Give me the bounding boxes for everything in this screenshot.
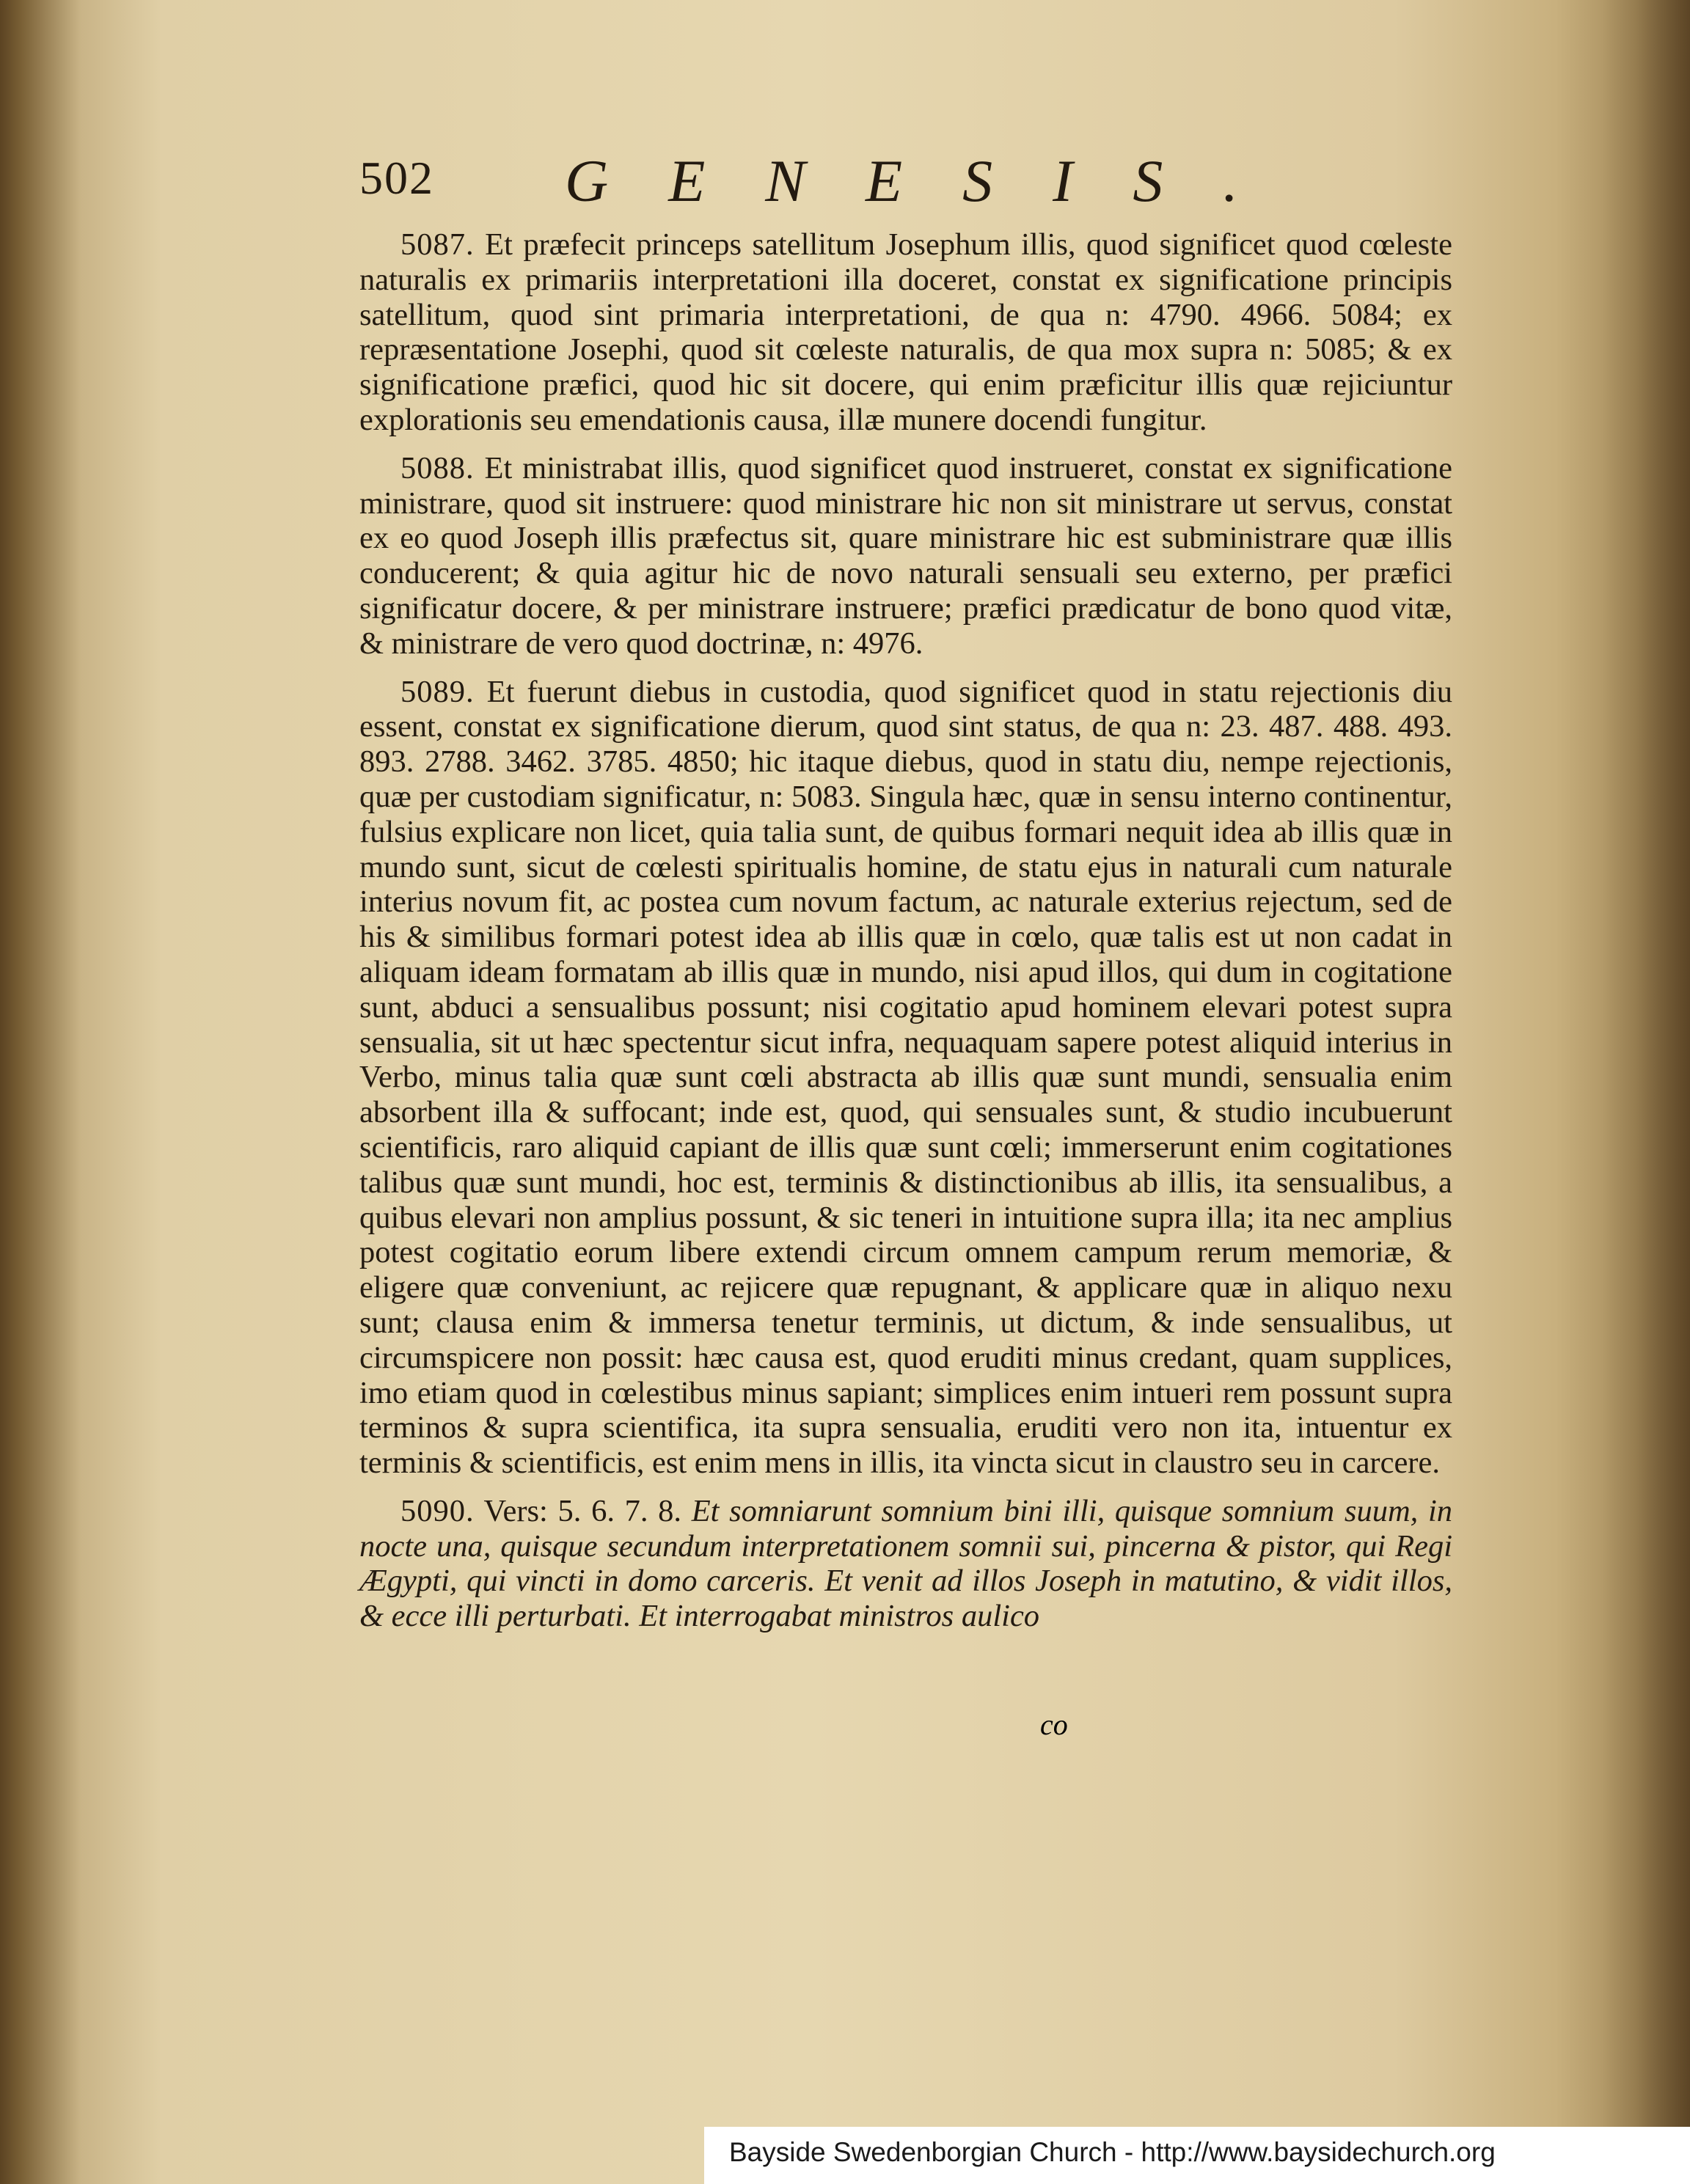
running-title: GENESIS. (565, 147, 1298, 214)
paragraph-5090 (359, 1494, 1452, 1634)
paragraph-5088 (359, 451, 1452, 662)
page-header (359, 147, 1452, 227)
watermark-bar (704, 2127, 1690, 2184)
spine-shadow (1602, 0, 1690, 2184)
catchword: co (1040, 1708, 1068, 1741)
paragraph-number: 5088. (400, 450, 475, 485)
page-text-block (359, 147, 1452, 1647)
paragraph-5087 (359, 227, 1452, 438)
paragraph-text: Vers: 5. 6. 7. 8. (474, 1493, 692, 1528)
page-number: 502 (359, 152, 434, 204)
paragraph-number: 5089. (400, 674, 475, 709)
paragraph-number: 5087. (400, 227, 475, 262)
paragraph-text: Et fuerunt diebus in custodia, quod significet quod in statu rejectionis diu essent, constat ex significatione dierum, quod sint status, de qua n: 23. 487. 488. 493. 893. 2788. 3462. 3785. 4850; hic itaque diebus, quod in statu diu, nempe rejectionis, quæ per custodiam significatur, n: 5083. Singula hæc, quæ in sensu interno continentur, fulsius explicare non licet, quia talia sunt, de quibus formari nequit idea ab illis quæ in mundo sunt, sicut de cœlesti spiritualis homine, de statu ejus in naturali cum naturale interius novum fit, ac postea cum novum factum, ac naturale exterius rejectum, sed de his & similibus formari potest idea ab illis quæ in cœlo, quæ talis est ut non cadat in aliquam ideam formatam ab illis quæ in mundo, nisi apud illos, qui dum in cogitatione sunt, abduci a sensualibus possunt; nisi cogitatio apud hominem elevari potest supra sensualia, sit ut hæc spectentur sicut infra, nequaquam sapere potest aliquid interius in Verbo, minus talia quæ sunt cœli abstracta ab illis quæ sunt mundi, sensualia enim absorbent illa & suffocant; inde est, quod, qui sensuales sunt, & studio incubuerunt scientificis, raro aliquid capiant de illis quæ sunt cœli; immerserunt enim cogitationes talibus quæ sunt mundi, hoc est, terminis & distinctionibus ab illis, ita sensualibus, a quibus elevari non amplius possunt, & sic teneri in intuitione supra illa; ita nec amplius potest cogitatio eorum libere extendi circum omnem campum rerum memoriæ, & eligere quæ conveniunt, ac rejicere quæ repugnant, & applicare quæ in aliquo nexu sunt; clausa enim & immersa tenetur terminis, ut dictum, & inde sensualibus, ut circumspicere non possit: hæc causa est, quod eruditi minus credant, quam supplices, imo etiam quod in cœlestibus minus sapiant; simplices enim intueri rem possunt supra terminos & supra scientifica, ita supra sensualia, eruditi vero non ita, intuentur ex terminis & scientificis, est enim mens in illis, ita vincta sicut in claustro seu in carcere. (359, 674, 1452, 1481)
paragraph-text: Et præfecit princeps satellitum Josephum illis, quod significet quod cœleste naturalis ex primariis interpretationi illa doceret, constat ex significatione principis satellitum, quod sint primaria interpretationi, de qua n: 4790. 4966. 5084; ex repræsentatione Josephi, quod sit cœleste naturalis, de qua mox supra n: 5085; & ex significatione præfici, quod hic sit docere, qui enim præficitur illis quæ rejiciuntur explorationis seu emendationis causa, illæ munere docendi fungitur. (359, 227, 1452, 437)
paragraph-5089 (359, 675, 1452, 1481)
paragraph-number: 5090. (400, 1493, 475, 1528)
paragraph-text-italic: Et somniarunt somnium bini illi, quisque somnium suum, in nocte una, quisque secundum interpretationem somnii sui, pincerna & pistor, qui Regi Ægypti, qui vincti in domo carceris. Et venit ad illos Joseph in matutino, & vidit illos, & ecce illi perturbati. Et interrogabat ministros aulico (359, 1493, 1452, 1634)
paragraph-text: Et ministrabat illis, quod significet quod instrueret, constat ex significatione ministrare, quod sit instruere: quod ministrare hic non sit ministrare ut servus, constat ex eo quod Joseph illis præfectus sit, quare ministrare hic est subministrare quæ illis conducerent; & quia agitur hic de novo naturali sensuali seu externo, per præfici significatur docere, & per ministrare instruere; præfici prædicatur de bono quod vitæ, & ministrare de vero quod doctrinæ, n: 4976. (359, 450, 1452, 661)
watermark-text: Bayside Swedenborgian Church - http://www.baysidechurch.org (729, 2137, 1496, 2167)
